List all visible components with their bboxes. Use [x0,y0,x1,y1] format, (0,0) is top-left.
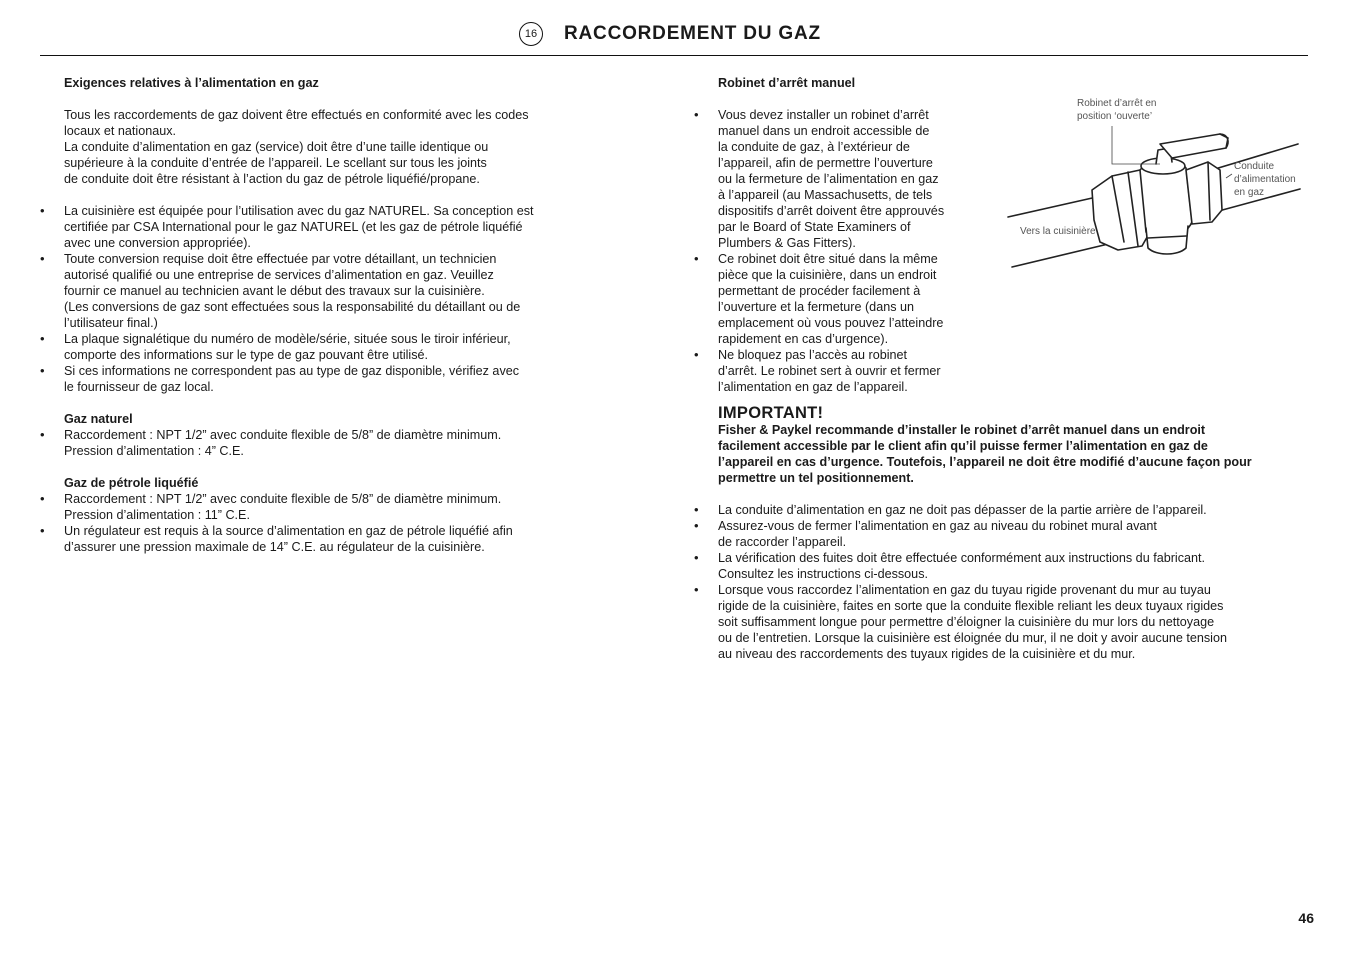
list-line: ou la fermeture de l’alimentation en gaz [718,172,939,186]
list-item [718,251,1008,347]
list-line: Pression d’alimentation : 11” C.E. [64,508,250,522]
valve-handle [1160,134,1228,158]
left-column [64,75,624,555]
list-line: la conduite de gaz, à l’extérieur de [718,140,910,154]
important-title: IMPORTANT! [718,404,824,422]
gas-supply-heading: Exigences relatives à l’alimentation en gaz [64,76,319,90]
lpg-heading: Gaz de pétrole liquéfié [64,476,199,490]
intro-line: locaux et nationaux. [64,124,177,138]
list-line: manuel dans un endroit accessible de [718,124,930,138]
list-line: certifiée par CSA International pour le gaz NATUREL (et les gaz de pétrole liquéfié [64,220,523,234]
list-line: l’utilisateur final.) [64,316,158,330]
list-item [64,363,624,395]
intro-line: La conduite d’alimentation en gaz (service) doit être d’une taille identique ou [64,140,489,154]
list-item [718,107,1008,251]
label-to-range: Vers la cuisinière [1020,226,1096,237]
important-text [718,422,1318,486]
list-item [718,550,1318,582]
important-line: Fisher & Paykel recommande d’installer le robinet d’arrêt manuel dans un endroit [718,423,1206,437]
right-column-upper [718,75,1008,395]
list-line: (Les conversions de gaz sont effectuées sous la responsabilité du détaillant ou de [64,300,521,314]
list-line: d’arrêt. Le robinet sert à ouvrir et fermer [718,364,941,378]
list-line: autorisé qualifié ou une entreprise de services d’alimentation en gaz. Veuillez [64,268,494,282]
intro-line: de conduite doit être résistant à l’action du gaz de pétrole liquéfié/propane. [64,172,480,186]
list-line: • Lorsque vous raccordez l’alimentation en gaz du tuyau rigide provenant du mur au tuyau [718,583,1211,597]
list-line: rigide de la cuisinière, faites en sorte que la conduite flexible reliant les deux tuyaux rigides [718,599,1224,613]
list-item [64,491,624,523]
list-line: • Raccordement : NPT 1/2” avec conduite flexible de 5/8” de diamètre minimum. [64,492,502,506]
page-number: 46 [1298,910,1314,926]
list-line: le fournisseur de gaz local. [64,380,214,394]
list-line: • La vérification des fuites doit être effectuée conformément aux instructions du fabricant. [718,551,1205,565]
important-line: l’appareil en cas d’urgence. Toutefois, l’appareil ne doit être modifié d’aucune façon pour [718,455,1252,469]
list-item [64,331,624,363]
list-line: par le Board of State Examiners of [718,220,911,234]
section-number-badge: 16 [519,22,543,46]
list-line: pièce que la cuisinière, dans un endroit [718,268,937,282]
leader-supply [1226,174,1232,178]
list-line: • Vous devez installer un robinet d’arrêt [718,108,929,122]
list-line: permettant de procéder facilement à [718,284,921,298]
list-line: • Si ces informations ne correspondent pas au type de gaz disponible, vérifiez avec [64,364,520,378]
natural-gas-heading: Gaz naturel [64,412,133,426]
list-line: avec une conversion appropriée). [64,236,251,250]
list-line: • Assurez-vous de fermer l’alimentation en gaz au niveau du robinet mural avant [718,519,1157,533]
connection-list [718,502,1318,662]
list-line: Plumbers & Gas Fitters). [718,236,856,250]
lpg-list [64,491,624,555]
list-line: • Ne bloquez pas l’accès au robinet [718,348,908,362]
list-line: à l’appareil (au Massachusetts, de tels [718,188,933,202]
list-line: d’assurer une pression maximale de 14” C.E. au régulateur de la cuisinière. [64,540,485,554]
list-line: l’appareil, afin de permettre l’ouverture [718,156,933,170]
list-item [718,347,1008,395]
list-line: de raccorder l’appareil. [718,535,847,549]
list-line: soit suffisamment longue pour permettre d’éloigner la cuisinière du mur lors du nettoyage [718,615,1215,629]
list-line: ou de l’entretien. Lorsque la cuisinière est éloignée du mur, il ne doit y avoir aucune tension [718,631,1227,645]
list-line: fournir ce manuel au technicien avant le début des travaux sur la cuisinière. [64,284,485,298]
list-line: Pression d’alimentation : 4” C.E. [64,444,244,458]
natural-gas-list [64,427,624,459]
outlet [1146,226,1188,254]
list-line: l’ouverture et la fermeture (dans un [718,300,915,314]
list-line: dispositifs d’arrêt doivent être approuvés [718,204,945,218]
list-item [718,502,1318,518]
label-gas-supply: Conduite d’alimentation en gaz [1234,161,1296,198]
shutoff-valve-diagram [1000,92,1310,277]
list-item [64,427,624,459]
intro-line: supérieure à la conduite d’entrée de l’appareil. Le scellant sur tous les joints [64,156,487,170]
list-line: rapidement en cas d’urgence). [718,332,889,346]
list-line: • La plaque signalétique du numéro de modèle/série, située sous le tiroir inférieur, [64,332,511,346]
list-line: Consultez les instructions ci-dessous. [718,567,928,581]
important-line: facilement accessible par le client afin qu’il puisse fermer l’alimentation en gaz de [718,439,1208,453]
list-item [64,203,624,251]
header-divider [40,55,1308,56]
shutoff-valve-heading: Robinet d’arrêt manuel [718,76,856,90]
list-line: • Raccordement : NPT 1/2” avec conduite flexible de 5/8” de diamètre minimum. [64,428,502,442]
list-line: • Ce robinet doit être situé dans la même [718,252,938,266]
list-line: • Un régulateur est requis à la source d’alimentation en gaz de pétrole liquéfié afin [64,524,513,538]
list-line: emplacement où vous pouvez l’atteindre [718,316,944,330]
right-nut [1186,162,1222,224]
shutoff-valve-list [718,107,1008,395]
list-item [718,518,1318,550]
list-line: • La cuisinière est équipée pour l’utilisation avec du gaz NATUREL. Sa conception est [64,204,534,218]
page-title: RACCORDEMENT DU GAZ [564,23,821,44]
intro-line: Tous les raccordements de gaz doivent être effectués en conformité avec les codes [64,108,529,122]
list-line: • La conduite d’alimentation en gaz ne doit pas dépasser de la partie arrière de l’appareil. [718,503,1207,517]
list-item [64,523,624,555]
list-line: l’alimentation en gaz de l’appareil. [718,380,908,394]
list-line: • Toute conversion requise doit être effectuée par votre détaillant, un technicien [64,252,497,266]
intro-paragraph [64,107,624,187]
list-line: au niveau des raccordements des tuyaux rigides de la cuisinière et du mur. [718,647,1136,661]
list-line: comporte des informations sur le type de gaz pouvant être utilisé. [64,348,429,362]
requirements-list [64,203,624,395]
right-column-lower [718,404,1318,662]
label-valve-open: Robinet d’arrêt en position ‘ouverte’ [1077,98,1157,122]
important-line: permettre un tel positionnement. [718,471,914,485]
list-item [64,251,624,331]
list-item [718,582,1318,662]
